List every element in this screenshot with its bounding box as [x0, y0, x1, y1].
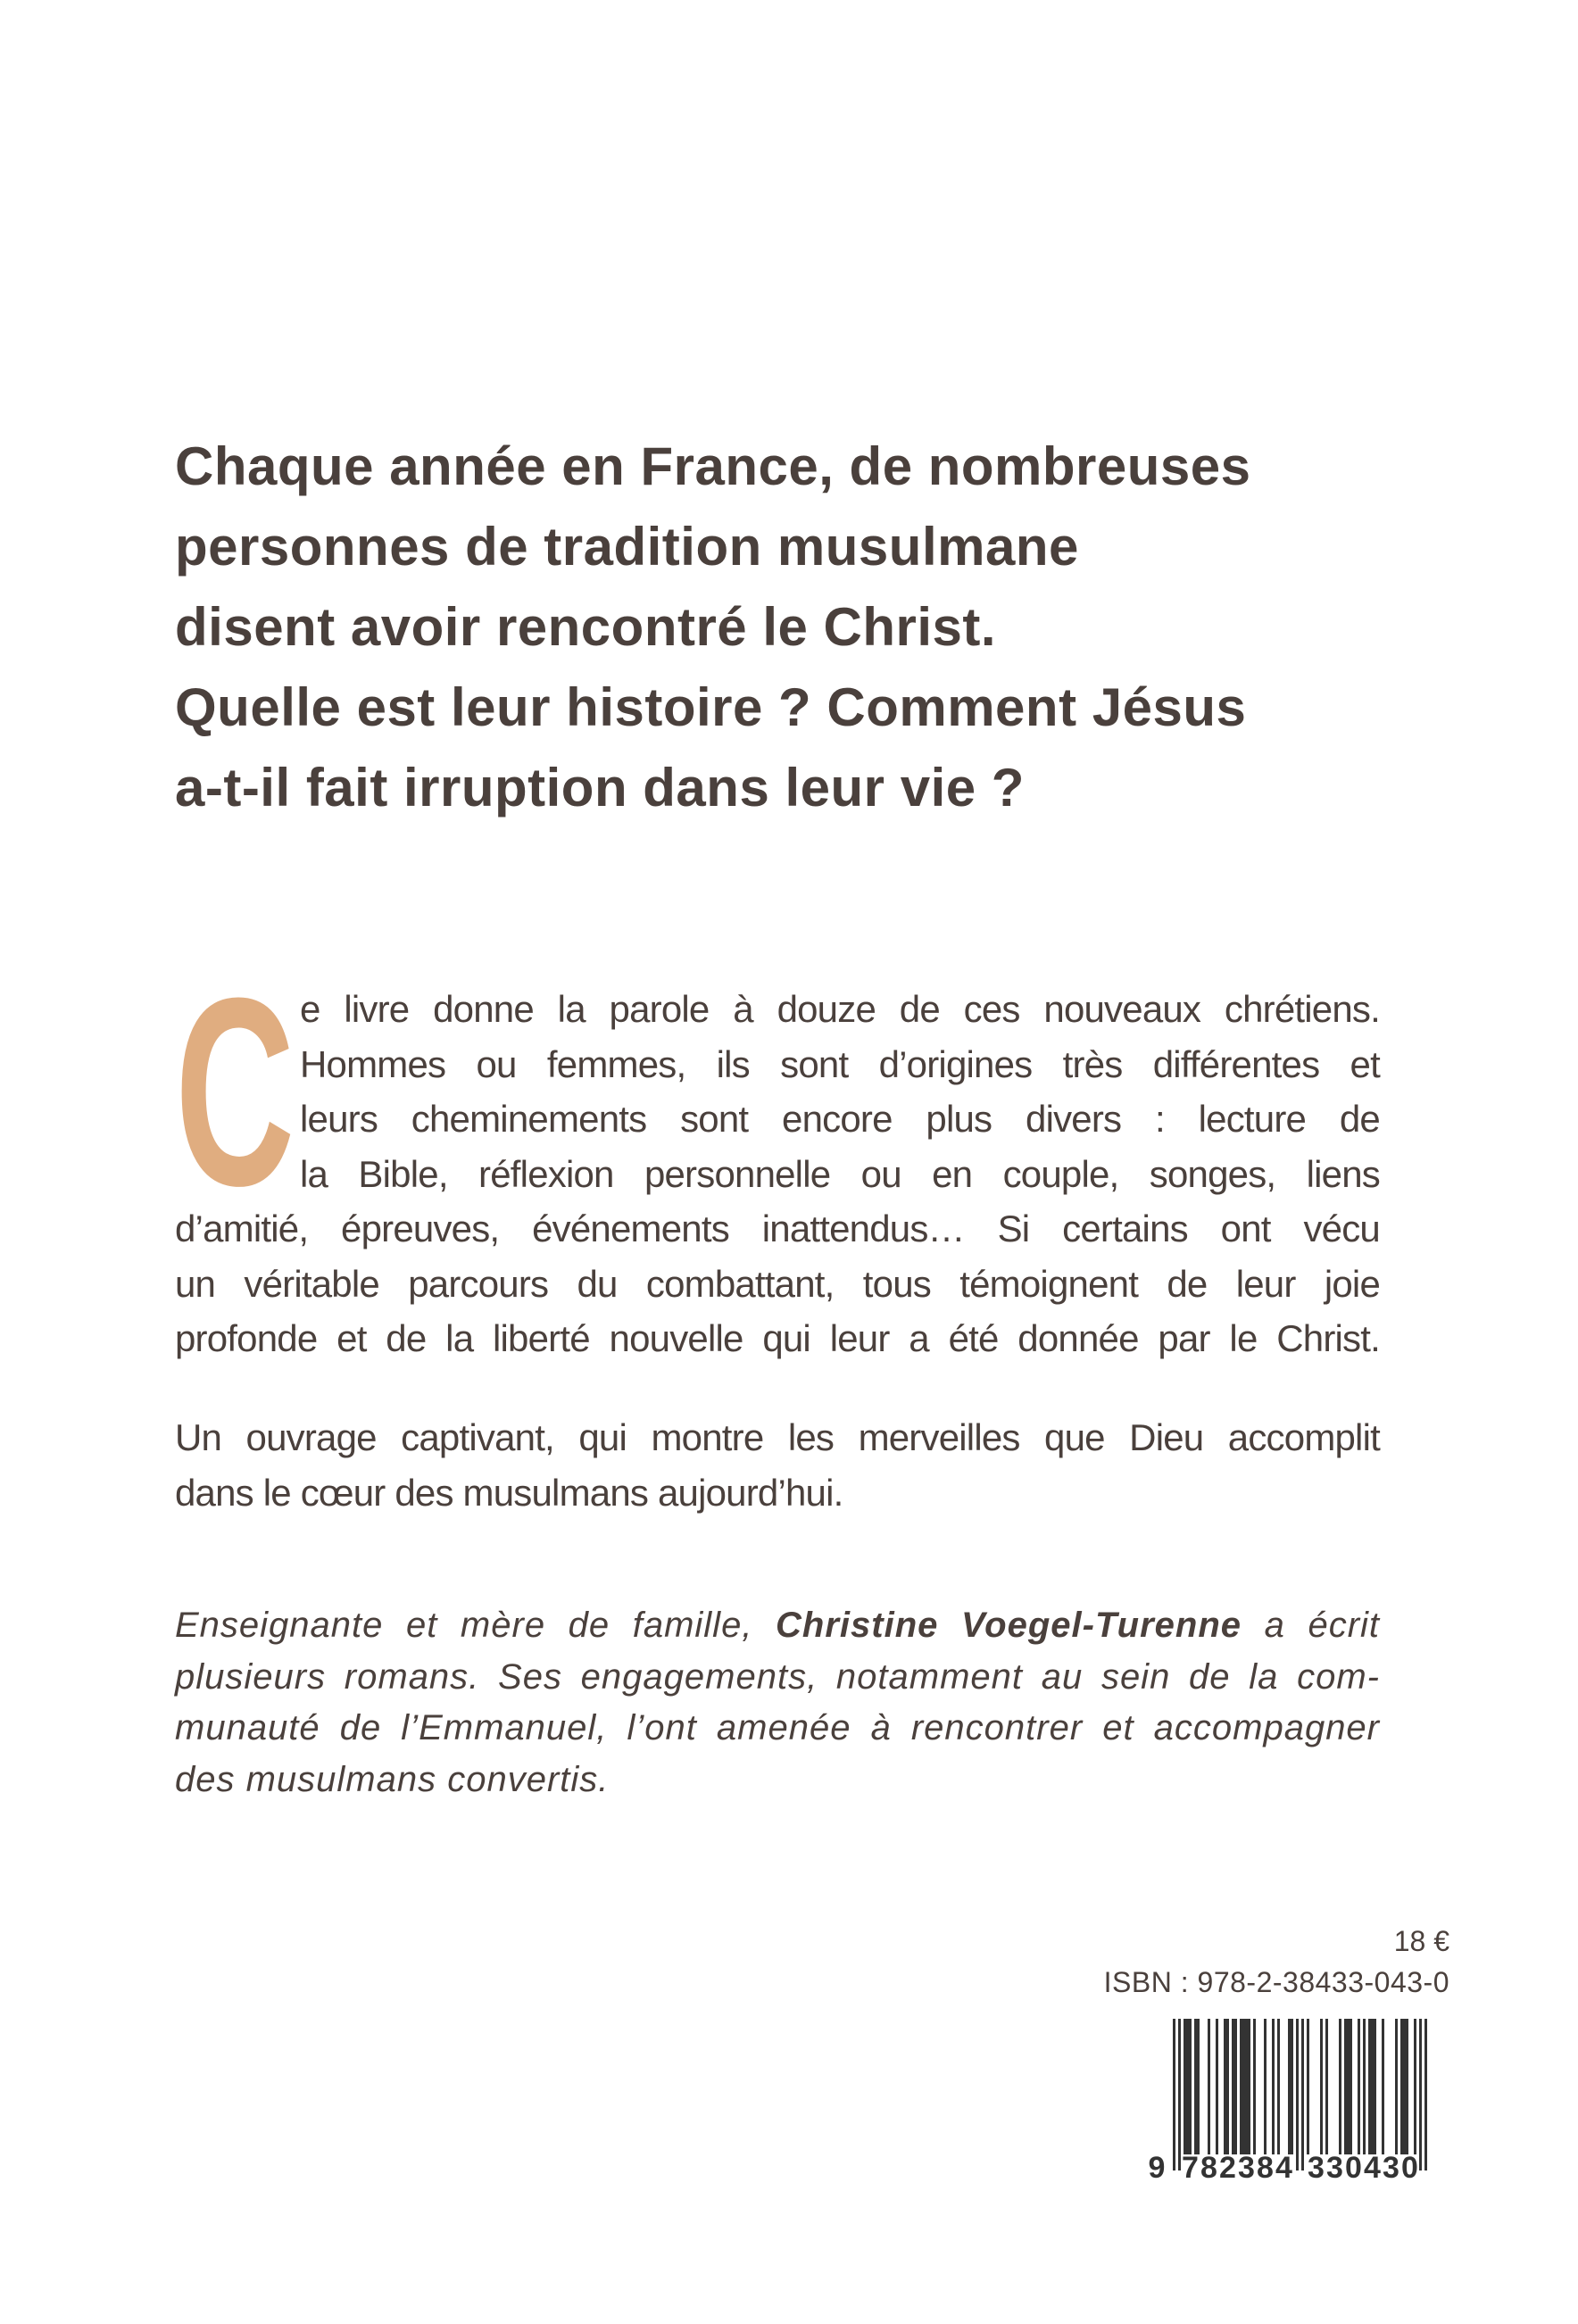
barcode-digit: 4: [1364, 2151, 1381, 2184]
headline-line: a-t-il fait irruption dans leur vie ?: [175, 758, 1025, 818]
barcode-digit: 4: [1275, 2151, 1292, 2184]
barcode-bar: [1248, 2019, 1250, 2154]
text-line: [175, 1600, 1380, 1652]
barcode-bar: [1245, 2019, 1248, 2154]
barcode-bar: [1224, 2019, 1226, 2154]
barcode-digit: 3: [1383, 2151, 1399, 2184]
bio-text: Enseignante et mère de famille,: [175, 1606, 777, 1645]
barcode-digit: 7: [1182, 2151, 1199, 2184]
barcode-bar: [1288, 2019, 1291, 2154]
barcode-bar: [1395, 2019, 1398, 2154]
barcode-bar: [1358, 2019, 1360, 2154]
barcode-bar: [1347, 2019, 1350, 2154]
headline-line: personnes de tradition musulmane: [175, 517, 1079, 577]
barcode-bar: [1232, 2019, 1234, 2154]
barcode-bar: [1216, 2019, 1218, 2154]
barcode-bar: [1406, 2019, 1408, 2154]
drop-cap: C: [175, 942, 295, 1241]
summary-paragraph: [175, 942, 1380, 1366]
text-line: leurs cheminements sont encore plus divers : lecture de: [300, 1098, 1380, 1140]
barcode-bar: [1339, 2019, 1341, 2154]
barcode-bar: [1403, 2019, 1406, 2154]
barcode-digit: 8: [1257, 2151, 1274, 2184]
barcode-bar: [1291, 2019, 1293, 2154]
barcode-digit: 3: [1326, 2151, 1343, 2184]
barcode-digit: 8: [1200, 2151, 1217, 2184]
headline-line: disent avoir rencontré le Christ.: [175, 597, 997, 657]
isbn: ISBN : 978-2-38433-043-0: [1103, 1966, 1449, 1998]
text-line: un véritable parcours du combattant, tous témoignent de leur joie: [175, 1262, 1380, 1305]
text-line: munauté de l’Emmanuel, l’ont amenée à rencontrer et accompagner: [175, 1708, 1380, 1747]
barcode-bar: [1277, 2019, 1280, 2154]
barcode-bar: [1242, 2019, 1245, 2154]
barcode-bar: [1368, 2019, 1371, 2154]
barcode-bar: [1184, 2019, 1186, 2154]
text-line: dans le cœur des musulmans aujourd’hui.: [175, 1471, 843, 1514]
barcode-bar: [1186, 2019, 1189, 2154]
barcode-bar: [1301, 2019, 1304, 2170]
barcode-bar: [1419, 2019, 1422, 2170]
barcode-bar: [1194, 2019, 1197, 2154]
barcode-bar: [1240, 2019, 1242, 2154]
barcode-digit: 0: [1401, 2151, 1418, 2184]
headline-line: Quelle est leur histoire ? Comment Jésus: [175, 677, 1247, 737]
barcode-bar: [1189, 2019, 1192, 2154]
text-line: Hommes ou femmes, ils sont d’origines très différentes et: [300, 1042, 1380, 1085]
barcode-digit: 3: [1238, 2151, 1255, 2184]
barcode-bar: [1325, 2019, 1328, 2154]
barcode-bar: [1208, 2019, 1210, 2154]
headline-line: Chaque année en France, de nombreuses: [175, 436, 1251, 496]
barcode-digit: 3: [1308, 2151, 1325, 2184]
text-line: plusieurs romans. Ses engagements, notamment au sein de la com-: [175, 1656, 1380, 1697]
barcode-bar: [1272, 2019, 1275, 2154]
barcode-bar: [1371, 2019, 1374, 2154]
barcode-bar: [1363, 2019, 1366, 2154]
barcode-bar: [1264, 2019, 1267, 2154]
barcode-bar: [1197, 2019, 1200, 2154]
barcode-digit: 2: [1219, 2151, 1236, 2184]
conclusion-paragraph: [175, 1410, 1380, 1520]
barcode-bar: [1350, 2019, 1352, 2154]
author-name: Christine Voegel-Turenne: [776, 1606, 1242, 1645]
barcode-bar: [1344, 2019, 1347, 2154]
barcode-bar: [1307, 2019, 1309, 2154]
text-line: d’amitié, épreuves, événements inattendus… Si certains ont vécu: [175, 1208, 1380, 1249]
barcode-bar: [1173, 2019, 1175, 2170]
barcode-bar: [1234, 2019, 1237, 2154]
barcode-bar: [1374, 2019, 1376, 2154]
author-bio: [175, 1600, 1380, 1805]
text-line: profonde et de la liberté nouvelle qui leur a été donnée par le Christ.: [175, 1317, 1380, 1359]
barcode-bar: [1226, 2019, 1229, 2154]
text-line: e livre donne la parole à douze de ces nouveaux chrétiens.: [300, 988, 1380, 1030]
barcode-bar: [1296, 2019, 1299, 2170]
text-line: des musulmans convertis.: [175, 1759, 610, 1799]
barcode-bar: [1320, 2019, 1323, 2154]
text-line: Un ouvrage captivant, qui montre les merveilles que Dieu accomplit: [175, 1416, 1380, 1458]
barcode-digit: 0: [1345, 2151, 1362, 2184]
barcode-bar: [1400, 2019, 1403, 2154]
barcode-bar: [1178, 2019, 1181, 2170]
barcode-bar: [1424, 2019, 1427, 2170]
barcode-bar: [1253, 2019, 1256, 2154]
barcode-bar: [1414, 2019, 1416, 2154]
text-line: la Bible, réflexion personnelle ou en couple, songes, liens: [300, 1152, 1380, 1195]
bio-text: a écrit: [1242, 1606, 1381, 1645]
barcode: [1142, 2019, 1446, 2184]
headline: [175, 427, 1335, 828]
price: 18 €: [1393, 1925, 1449, 1957]
barcode-digit: 9: [1148, 2151, 1166, 2184]
barcode-bar: [1382, 2019, 1384, 2154]
